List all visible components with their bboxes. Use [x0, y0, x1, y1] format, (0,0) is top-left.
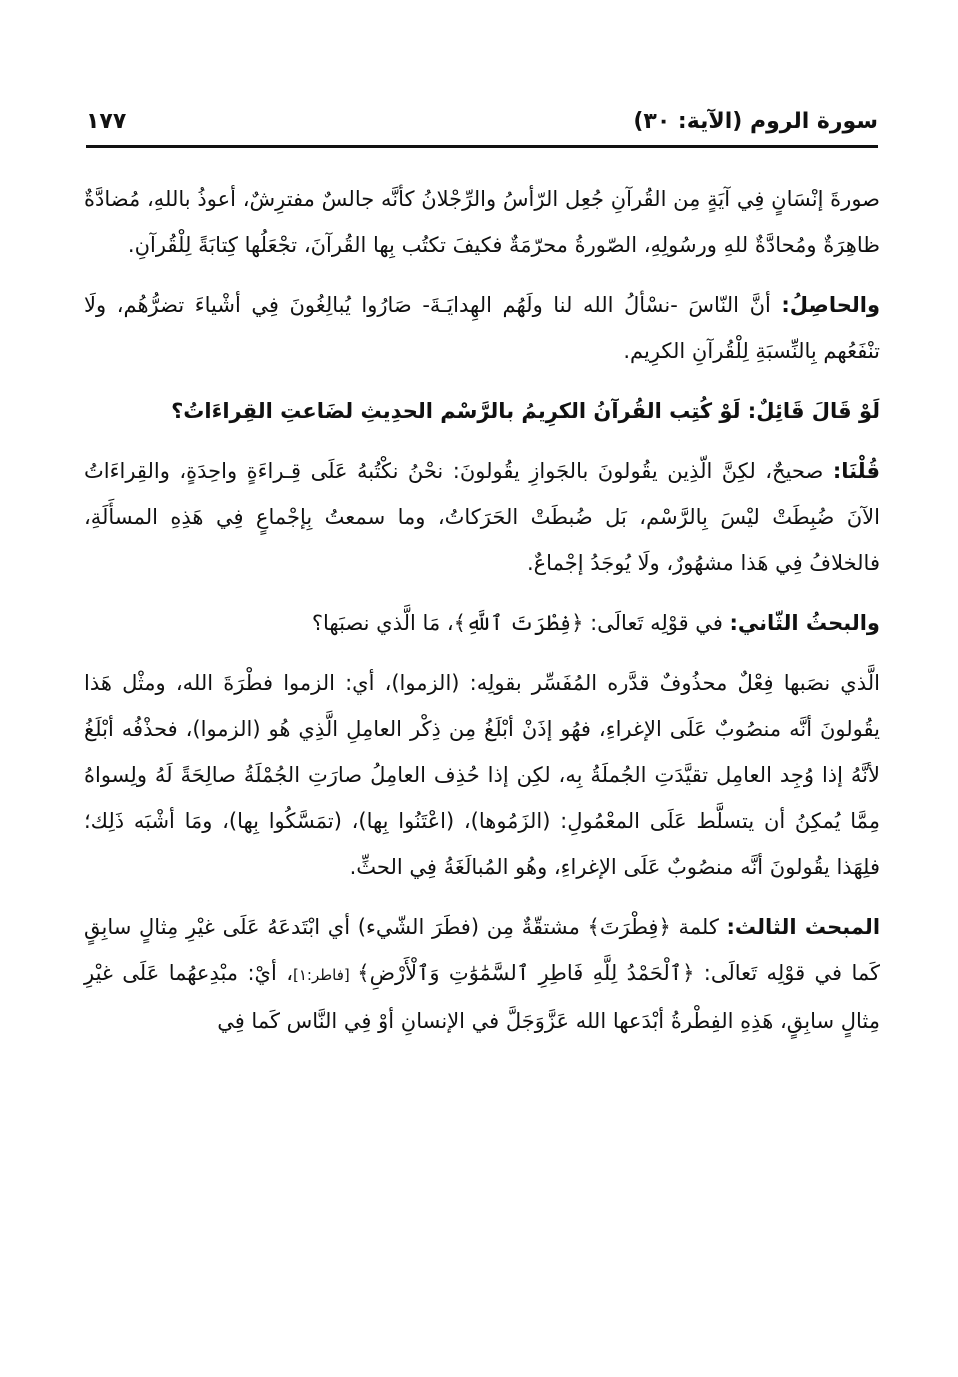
paragraph-lead: والبحثُ الثّاني: — [729, 611, 880, 635]
paragraph-text: ، أيْ: مبْدِعهُما عَلَى غيْرِ مِثالٍ سابِقٍ، هَذِهِ الفِطْرةُ أبْدَعها الله عَزَّوَجَلَّ في الإنسانِ أوْ فِي النَّاس كَما فِي — [84, 961, 880, 1033]
verse-reference: [فاطر:١] — [292, 966, 358, 984]
page-number: ١٧٧ — [86, 109, 127, 134]
paragraph-text: ، مَا الَّذي نصبَها؟ — [311, 611, 454, 635]
paragraph-5 — [84, 600, 880, 646]
paragraph-text: لَوْ كُتِب القُرآنُ الكرِيمُ بالرَّسْم الحدِيثِ لضَاعتِ القِراءَاتُ؟ — [171, 399, 748, 423]
paragraph-lead: لَوْ قَالَ قَائِلٌ: — [747, 399, 880, 423]
paragraph-lead: والحاصِلُ: — [781, 293, 880, 317]
paragraph-text: صورةَ إنْسَانٍ فِي آيَةٍ مِن القُرآنِ جُعِل الرّأسُ والرِّجْلانُ كأنَّه جالسٌ مفترِشٌ، أعوذُ باللهِ، مُضادَّةٌ ظاهِرَةٌ ومُحادَّةٌ للهِ ورسُولِهِ، الصّورةُ محرّمَةٌ فكيفَ تكتُب بِها القُرآنَ، تجْعَلُها كِتابَةً لِلْقُرآنِ. — [84, 187, 880, 257]
quran-quote: ﴿فِطْرَتَ﴾ — [587, 915, 671, 939]
paragraph-text: في قوْلِه تَعالَى: — [583, 611, 730, 635]
paragraph-lead: قُلْنَا: — [832, 459, 880, 483]
paragraph-text: صحيحٌ، لكِنَّ الّذِين يقُولونَ بالجَوازِ يقُولونَ: نحْنُ نكْتُبهُ عَلَى قِـراءَةٍ واحِدَةٍ، والقِراءَاتُ الآنَ ضُبِطَتْ ليْسَ بِالرَّسْم، بَل ضُبطَتْ الحَرَكاتُ، وما سمعتُ بِإجْماعٍ فِي هَذِهِ المسأَلَةِ، فالخلافُ فِي هَذا مشهُورٌ، ولَا يُوجَدُ إجْماعٌ. — [84, 459, 880, 575]
paragraph-1 — [84, 176, 880, 268]
paragraph-text: الَّذي نصَبها فِعْلٌ محذُوفٌ قدَّره المُفَسِّر بقولِه: (الزموا)، أي: الزموا فطْرَةَ الله، ومثْل هَذا يقُولونَ أنَّه منصُوبٌ عَلَى الإغراءِ، فهُو إذَنْ أبْلَغُ مِن ذِكْر العامِلِ الَّذِي هُو (الزموا)، فحذْفُه أبْلَغُ لأنَّهُ إذا وُجِد العامِل تقيَّدَتِ الجُملَةُ بِه، لكِن إذا حُذِف العامِلُ صارَتِ الجُمْلَةُ صالِحَةً لَهُ ولِسواهُ مِمَّا يُمكِنُ أن يتسلَّط عَلَى المعْمُولِ: (الزَمُوها)، (اعْتَنُوا بِها)، (تمَسَّكُوا بِها)، ومَا أشْبَه ذَلِك؛ فلِهَذا يقُولونَ أنَّه منصُوبٌ عَلَى الإغراءِ، وهُو المُبالَغَةُ فِي الحثِّ. — [84, 671, 880, 879]
running-header-title: سورة الروم (الآية: ٣٠) — [633, 109, 878, 134]
paragraph-text: مشتقّةٌ مِن (فطَرَ الشّيء) أي ابْتَدعَهُ عَلَى غيْرِ مِثالٍ سابِقٍ كَما في قوْلِه تَعالَى: — [84, 915, 880, 985]
paragraph-6 — [84, 660, 880, 890]
paragraph-lead: المبحث الثالث: — [726, 915, 881, 939]
page-header — [86, 104, 878, 142]
paragraph-3 — [84, 388, 880, 434]
header-divider — [86, 145, 878, 148]
quran-quote: ﴿ٱلْحَمْدُ لِلَّهِ فَاطِرِ ٱلسَّمَٰوَٰتِ وَٱلْأَرْضِ﴾ — [357, 961, 695, 985]
paragraph-4 — [84, 448, 880, 586]
page-body — [84, 176, 880, 1058]
quran-quote: ﴿فِطْرَتَ ٱللَّهِ﴾ — [453, 611, 584, 635]
paragraph-2 — [84, 282, 880, 374]
paragraph-7 — [84, 904, 880, 1044]
paragraph-text: كلمة — [670, 915, 727, 939]
paragraph-text: أنَّ النّاسَ -نسْألُ الله لنا ولَهُم الهِدايَـةَ- صَارُوا يُبالِغُونَ فِي أشْياءَ تضرُّهُم، ولَا تنْفَعُهم بِالنِّسبَةِ لِلْقُرآنِ الكرِيم. — [84, 293, 880, 363]
